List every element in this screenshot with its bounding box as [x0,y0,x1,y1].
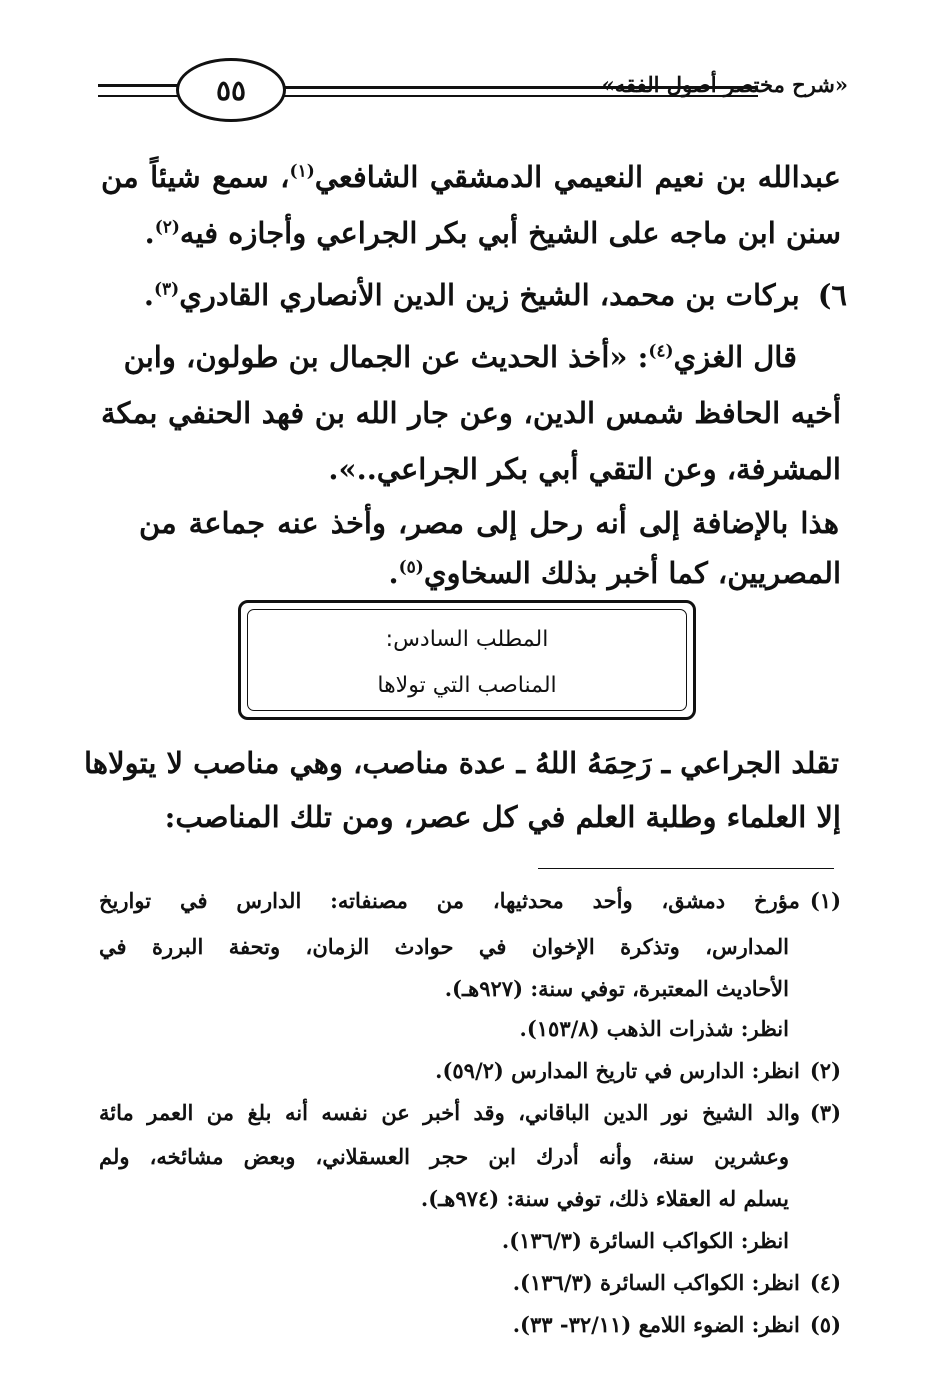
body-line: أخيه الحافظ شمس الدين، وعن جار الله بن فهد الحنفي بمكة [101,396,841,430]
footnote-line: وعشرين سنة، وأنه أدرك ابن حجر العسقلاني، وبعض مشائخه، ولم [99,1144,789,1169]
footnote-ref[interactable]: (٤) [648,341,674,362]
footnote-separator [538,868,834,869]
running-title: «شرح مختصر أصول الفقه» [601,72,848,97]
footnote-ref[interactable]: (٢) [154,217,180,238]
body-line: المشرفة، وعن التقي أبي بكر الجراعي..». [328,452,841,486]
footnote-ref[interactable]: (٣) [153,279,180,300]
body-line: سنن ابن ماجه على الشيخ أبي بكر الجراعي وأجازه فيه$^{(٢)}$. [144,216,841,250]
section-title: المطلب السادس: [385,627,549,652]
footnote-line: الأحاديث المعتبرة، توفي سنة: (٩٢٧هـ). [444,976,789,1001]
footnote-line: انظر: شذرات الذهب (١٥٣/٨). [519,1016,789,1041]
page-number: ٥٥ [176,58,286,122]
section-title-box [238,600,696,720]
footnote-2: (٢)انظر: الدارس في تاريخ المدارس (٥٩/٢). [435,1058,841,1083]
footnote-line: يسلم له العقلاء ذلك، توفي سنة: (٩٧٤هـ). [420,1186,789,1211]
body-line: المصريين، كما أخبر بذلك السخاوي$^{(٥)}$. [388,556,841,590]
body-line: هذا بالإضافة إلى أنه رحل إلى مصر، وأخذ عنه جماعة من [139,506,839,540]
body-line: قال الغزي$^{(٤)}$: «أخذ الحديث عن الجمال بن طولون، وابن [123,340,797,374]
footnote-ref[interactable]: (٥) [398,557,424,578]
footnote-1: (١)مؤرخ دمشق، وأحد محدثيها، من مصنفاته: الدارس في تواريخ [99,888,841,913]
body-line: عبدالله بن نعيم النعيمي الدمشقي الشافعي$^{(١)}$، سمع شيئاً من [101,160,841,194]
list-item: ٦)بركات بن محمد، الشيخ زين الدين الأنصاري القادري$^{(٣)}$. [143,278,847,312]
footnote-4: (٤)انظر: الكواكب السائرة (١٣٦/٣). [512,1270,841,1295]
body-line: إلا العلماء وطلبة العلم في كل عصر، ومن تلك المناصب: [164,800,841,834]
section-subtitle: المناصب التي تولاها [377,673,557,698]
footnote-5: (٥)انظر: الضوء اللامع (٣٢/١١- ٣٣). [512,1312,841,1337]
footnote-3: (٣)والد الشيخ نور الدين الباقاني، وقد أخبر عن نفسه أنه بلغ من العمر مائة [99,1100,841,1125]
footnote-ref[interactable]: (١) [289,161,315,182]
footnote-line: المدارس، وتذكرة الإخوان في حوادث الزمان، وتحفة البررة في [99,934,789,959]
footnote-line: انظر: الكواكب السائرة (١٣٦/٣). [501,1228,789,1253]
body-line: تقلد الجراعي ـ رَحِمَهُ اللهُ ـ عدة مناصب، وهي مناصب لا يتولاها [83,746,839,780]
page-header [98,58,848,128]
header-rule-left [98,84,188,97]
